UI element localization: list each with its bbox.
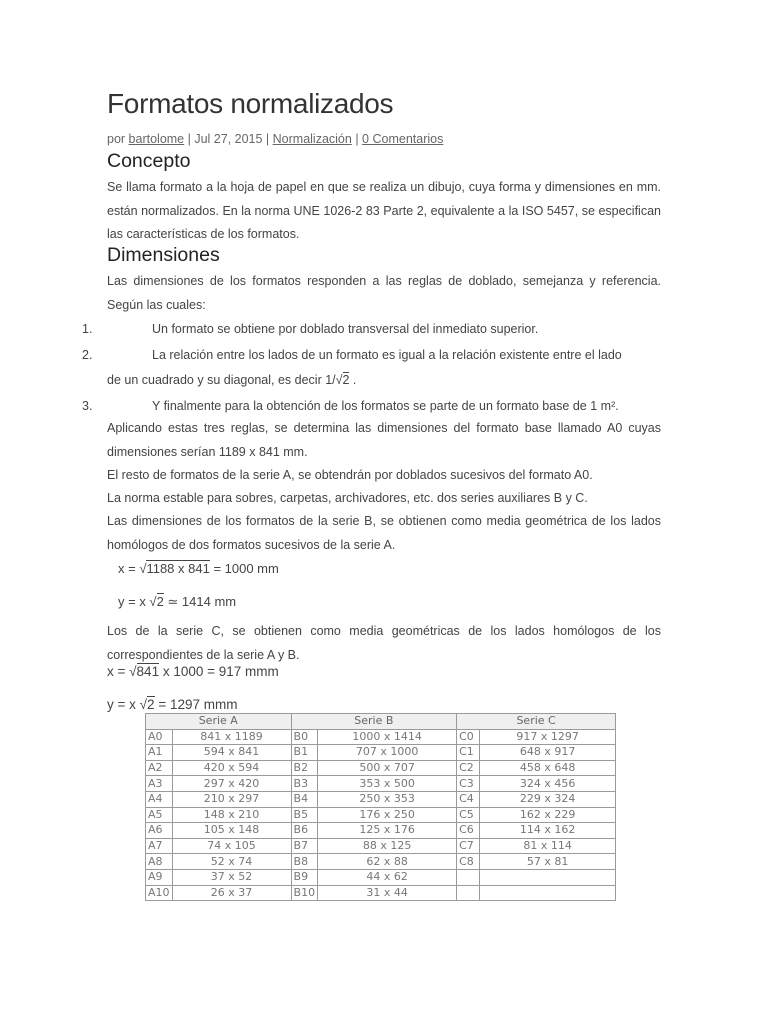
- cell-code-b: B8: [291, 854, 318, 870]
- list-item-3: Y finalmente para la obtención de los formatos se parte de un formato base de 1 m².: [152, 399, 619, 413]
- table-row: [146, 807, 616, 823]
- cell-dim-b: 353 x 500: [318, 776, 457, 792]
- cell-dim-b: 1000 x 1414: [318, 729, 457, 745]
- table-header-row: [146, 714, 616, 730]
- list-item-2-pre: de un cuadrado y su diagonal, es decir 1/√: [107, 373, 343, 387]
- cell-dim-c: 648 x 917: [480, 745, 616, 761]
- cell-dim-b: 250 x 353: [318, 791, 457, 807]
- cell-code-a: A3: [146, 776, 173, 792]
- cell-dim-a: 420 x 594: [172, 760, 291, 776]
- paragraph-serie-b: Las dimensiones de los formatos de la serie B, se obtienen como media geométrica de los lados homólogos de dos formatos sucesivos de la serie A.: [107, 514, 661, 552]
- cell-dim-a: 105 x 148: [172, 823, 291, 839]
- cell-code-a: A2: [146, 760, 173, 776]
- paragraph-a0: Aplicando estas tres reglas, se determina las dimensiones del formato base llamado A0 cuyas dimensiones serían 1189 x 841 mm.: [107, 421, 661, 459]
- heading-concepto: Concepto: [107, 150, 191, 172]
- meta-sep: |: [351, 132, 363, 146]
- cell-code-a: A1: [146, 745, 173, 761]
- page-title: Formatos normalizados: [107, 88, 394, 119]
- cell-code-b: B0: [291, 729, 318, 745]
- list-item-2-line2: [107, 373, 356, 387]
- formula-b2-radicand: 2: [156, 594, 164, 609]
- table-row: [146, 854, 616, 870]
- cell-dim-c: [480, 885, 616, 901]
- list-item-2-post: .: [349, 373, 357, 387]
- table-row: [146, 729, 616, 745]
- cell-dim-b: 31 x 44: [318, 885, 457, 901]
- cell-dim-a: 297 x 420: [172, 776, 291, 792]
- cell-dim-a: 841 x 1189: [172, 729, 291, 745]
- cell-code-a: A8: [146, 854, 173, 870]
- cell-code-c: C8: [457, 854, 480, 870]
- cell-dim-b: 500 x 707: [318, 760, 457, 776]
- concepto-paragraph: Se llama formato a la hoja de papel en que se realiza un dibujo, cuya forma y dimensiones en mm. están normalizados. En la norma UNE 1026-2 83 Parte 2, equivalente a la ISO 5457, se especifican las características de los formatos.: [107, 180, 661, 241]
- cell-dim-b: 707 x 1000: [318, 745, 457, 761]
- table-row: [146, 760, 616, 776]
- cell-code-b: B7: [291, 838, 318, 854]
- paragraph-norma: La norma estable para sobres, carpetas, archivadores, etc. dos series auxiliares B y C.: [107, 491, 588, 505]
- formula-b1-post: = 1000 mm: [209, 561, 279, 576]
- formula-serie-b-x: [118, 561, 279, 576]
- meta-date: | Jul 27, 2015 |: [184, 132, 273, 146]
- list-number-3: 3.: [82, 399, 93, 413]
- author-link[interactable]: bartolome: [128, 132, 185, 146]
- cell-code-b: B10: [291, 885, 318, 901]
- formula-b1-radicand: 1188 x 841: [146, 561, 210, 576]
- cell-dim-c: 57 x 81: [480, 854, 616, 870]
- formula-c1-radicand: 841: [136, 664, 160, 679]
- cell-dim-a: 210 x 297: [172, 791, 291, 807]
- cell-dim-a: 37 x 52: [172, 869, 291, 885]
- cell-code-a: A4: [146, 791, 173, 807]
- cell-code-c: [457, 869, 480, 885]
- cell-code-a: A0: [146, 729, 173, 745]
- cell-code-c: C4: [457, 791, 480, 807]
- table-body: [146, 729, 616, 901]
- cell-dim-b: 44 x 62: [318, 869, 457, 885]
- cell-code-c: C0: [457, 729, 480, 745]
- cell-code-a: A7: [146, 838, 173, 854]
- table-row: [146, 776, 616, 792]
- cell-code-b: B9: [291, 869, 318, 885]
- table-row: [146, 791, 616, 807]
- list-number-1: 1.: [82, 322, 93, 336]
- post-meta: [107, 132, 443, 146]
- formula-serie-c-x: [107, 664, 279, 679]
- formula-serie-b-y: [118, 594, 236, 610]
- cell-dim-a: 594 x 841: [172, 745, 291, 761]
- paragraph-serie-c: Los de la serie C, se obtienen como media geométricas de los lados homólogos de los correspondientes de la serie A y B.: [107, 624, 661, 662]
- cell-code-a: A10: [146, 885, 173, 901]
- cell-dim-b: 176 x 250: [318, 807, 457, 823]
- list-item-2-radicand: 2: [342, 373, 350, 387]
- heading-dimensiones: Dimensiones: [107, 244, 220, 266]
- cell-dim-a: 148 x 210: [172, 807, 291, 823]
- cell-code-c: C5: [457, 807, 480, 823]
- formula-c2-pre: y = x √: [107, 697, 148, 712]
- formula-b2-pre: y = x √: [118, 594, 157, 609]
- cell-code-b: B2: [291, 760, 318, 776]
- list-item-1: Un formato se obtiene por doblado transversal del inmediato superior.: [152, 322, 539, 336]
- cell-code-a: A6: [146, 823, 173, 839]
- paragraph-resto: El resto de formatos de la serie A, se obtendrán por doblados sucesivos del formato A0.: [107, 468, 593, 482]
- formula-b1-pre: x = √: [118, 561, 147, 576]
- cell-code-b: B1: [291, 745, 318, 761]
- formula-c1-pre: x = √: [107, 664, 137, 679]
- cell-code-a: A5: [146, 807, 173, 823]
- cell-dim-c: 917 x 1297: [480, 729, 616, 745]
- cell-dim-c: 114 x 162: [480, 823, 616, 839]
- comments-link[interactable]: 0 Comentarios: [362, 132, 444, 146]
- cell-dim-a: 74 x 105: [172, 838, 291, 854]
- header-serie-b: Serie B: [291, 714, 457, 730]
- cell-dim-c: [480, 869, 616, 885]
- cell-code-b: B3: [291, 776, 318, 792]
- cell-dim-c: 162 x 229: [480, 807, 616, 823]
- cell-code-b: B5: [291, 807, 318, 823]
- table-row: [146, 869, 616, 885]
- cell-code-c: [457, 885, 480, 901]
- formula-b2-post: ≃ 1414 mm: [163, 594, 237, 609]
- dimensiones-intro: Las dimensiones de los formatos responden a las reglas de doblado, semejanza y referencia. Según las cuales:: [107, 274, 661, 312]
- cell-dim-b: 62 x 88: [318, 854, 457, 870]
- formula-serie-c-y: [107, 697, 237, 712]
- formula-c1-post: x 1000 = 917 mmm: [159, 664, 279, 679]
- cell-dim-c: 229 x 324: [480, 791, 616, 807]
- cell-dim-a: 26 x 37: [172, 885, 291, 901]
- list-item-2-line1: La relación entre los lados de un formato es igual a la relación existente entre el lado: [152, 348, 622, 362]
- cell-code-c: C1: [457, 745, 480, 761]
- formats-table: [145, 713, 616, 901]
- list-number-2: 2.: [82, 348, 93, 362]
- cell-dim-b: 88 x 125: [318, 838, 457, 854]
- cell-dim-b: 125 x 176: [318, 823, 457, 839]
- table-row: [146, 823, 616, 839]
- header-serie-a: Serie A: [146, 714, 292, 730]
- formula-c2-post: = 1297 mmm: [154, 697, 238, 712]
- cell-code-c: C2: [457, 760, 480, 776]
- cell-code-b: B4: [291, 791, 318, 807]
- cell-dim-a: 52 x 74: [172, 854, 291, 870]
- header-serie-c: Serie C: [457, 714, 616, 730]
- cell-code-a: A9: [146, 869, 173, 885]
- cell-code-c: C7: [457, 838, 480, 854]
- category-link[interactable]: Normalización: [272, 132, 352, 146]
- table-row: [146, 745, 616, 761]
- cell-dim-c: 324 x 456: [480, 776, 616, 792]
- cell-code-c: C6: [457, 823, 480, 839]
- cell-dim-c: 81 x 114: [480, 838, 616, 854]
- formula-c2-radicand: 2: [147, 697, 155, 712]
- meta-prefix: por: [107, 132, 129, 146]
- table-row: [146, 885, 616, 901]
- cell-code-b: B6: [291, 823, 318, 839]
- cell-dim-c: 458 x 648: [480, 760, 616, 776]
- cell-code-c: C3: [457, 776, 480, 792]
- table-row: [146, 838, 616, 854]
